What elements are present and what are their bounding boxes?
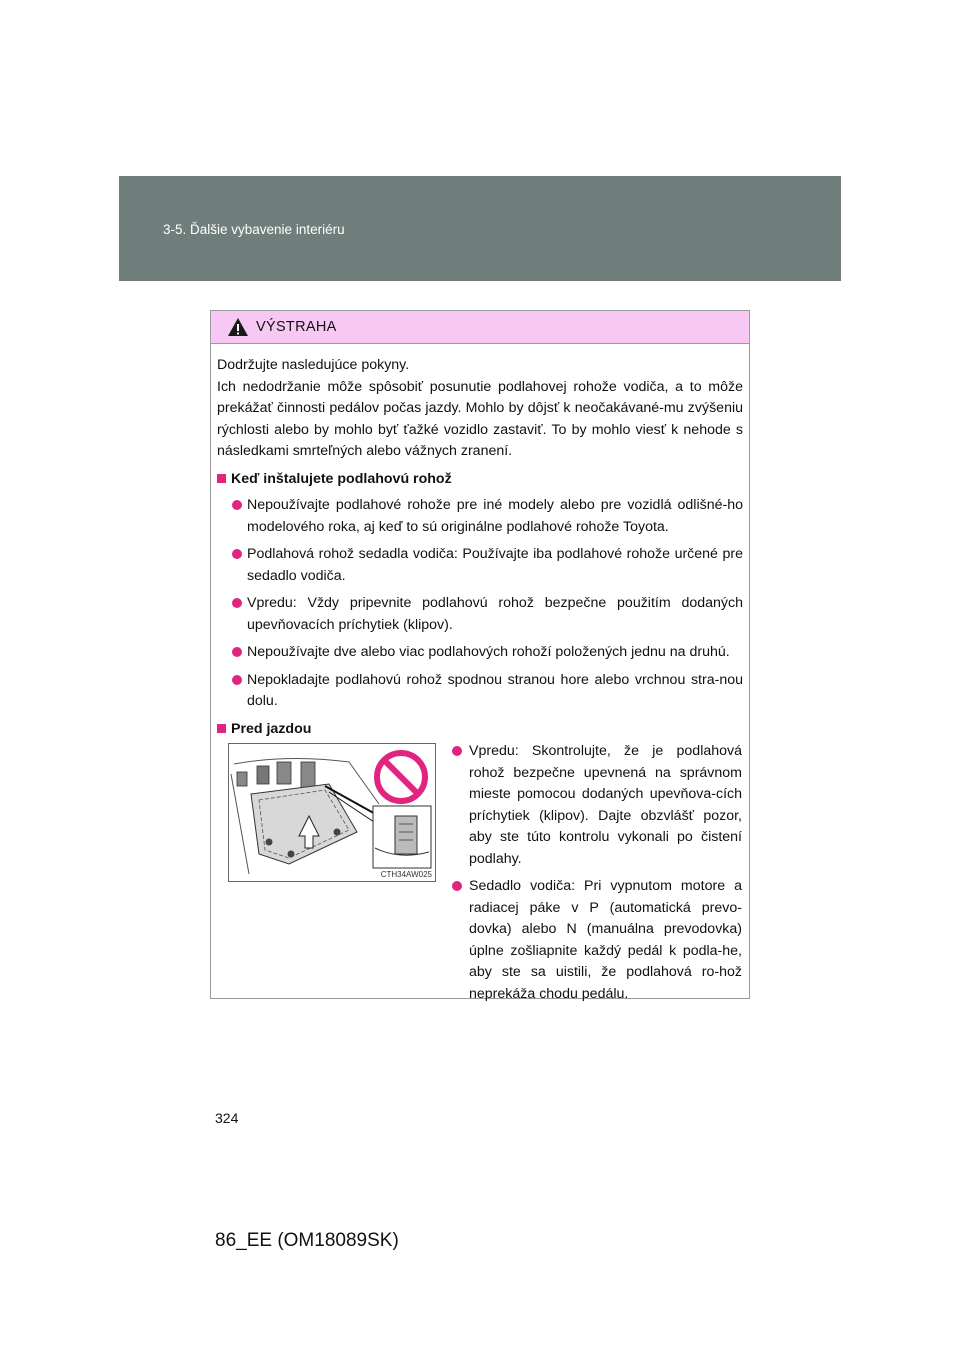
pedal-mat-drawing (229, 744, 435, 881)
illustration-code: CTH34AW025 (380, 870, 432, 879)
list-item: Nepoužívajte podlahové rohože pre iné modely alebo pre vozidlá odlišné-ho modelového roka, aj keď to sú originálne podlahové rohože Toyota. (217, 495, 743, 538)
section-heading-text: Keď inštalujete podlahovú rohož (231, 470, 452, 487)
warning-body (217, 355, 743, 740)
warning-title: VÝSTRAHA (256, 319, 337, 335)
right-column (452, 741, 742, 1005)
square-bullet-icon (217, 724, 226, 733)
circle-bullet-icon (452, 881, 462, 891)
list-item: Podlahová rohož sedadla vodiča: Používajte iba podlahové rohože určené pre sedadlo vodiča. (217, 544, 743, 587)
circle-bullet-icon (452, 746, 462, 756)
warning-triangle-icon (227, 317, 249, 337)
footer-code: 86_EE (OM18089SK) (215, 1230, 399, 1251)
list-item: Vpredu: Skontrolujte, že je podlahová rohož bezpečne upevnená na správnom mieste pomocou dodaných upevňova-cích príchytiek (klipov). Dajte obzvlášť pozor, aby ste túto kontrolu vykonali po čistení podlahy. (452, 741, 742, 870)
section-heading (217, 469, 743, 491)
circle-bullet-icon (232, 549, 242, 559)
list-item: Sedadlo vodiča: Pri vypnutom motore a radiacej páke v P (automatická prevo-dovka) alebo N (manuálna prevodovka) úplne zošliapnite každý pedál k podla-he, aby ste sa uistili, že podlahová ro-hož neprekáža chodu pedálu. (452, 876, 742, 1005)
list-item: Vpredu: Vždy pripevnite podlahovú rohož bezpečne použitím dodaných upevňovacích príchytiek (klipov). (217, 593, 743, 636)
circle-bullet-icon (232, 500, 242, 510)
circle-bullet-icon (232, 647, 242, 657)
page-number: 324 (215, 1110, 239, 1126)
section-heading-text: Pred jazdou (231, 720, 312, 737)
warning-paragraph: Ich nedodržanie môže spôsobiť posunutie podlahovej rohože vodiča, a to môže prekážať činnosti pedálov počas jazdy. Mohlo by dôjsť k neočakávané-mu zvýšeniu rýchlosti alebo by mohlo byť ťažké vozidlo zastaviť. To by mohlo viesť k nehode s následkami smrteľných alebo vážnych zranení. (217, 378, 743, 459)
header-band (119, 176, 841, 281)
warning-intro: Dodržujte nasledujúce pokyny. (217, 357, 410, 373)
list-item: Nepoužívajte dve alebo viac podlahových rohoží položených jednu na druhú. (217, 642, 743, 664)
list-item: Nepokladajte podlahovú rohož spodnou stranou hore alebo vrchnou stra-nou dolu. (217, 670, 743, 713)
floor-mat-illustration (228, 743, 436, 882)
circle-bullet-icon (232, 675, 242, 685)
section-heading (217, 719, 743, 741)
square-bullet-icon (217, 474, 226, 483)
warning-header (211, 311, 749, 344)
section-title: 3-5. Ďalšie vybavenie interiéru (163, 222, 345, 237)
circle-bullet-icon (232, 598, 242, 608)
